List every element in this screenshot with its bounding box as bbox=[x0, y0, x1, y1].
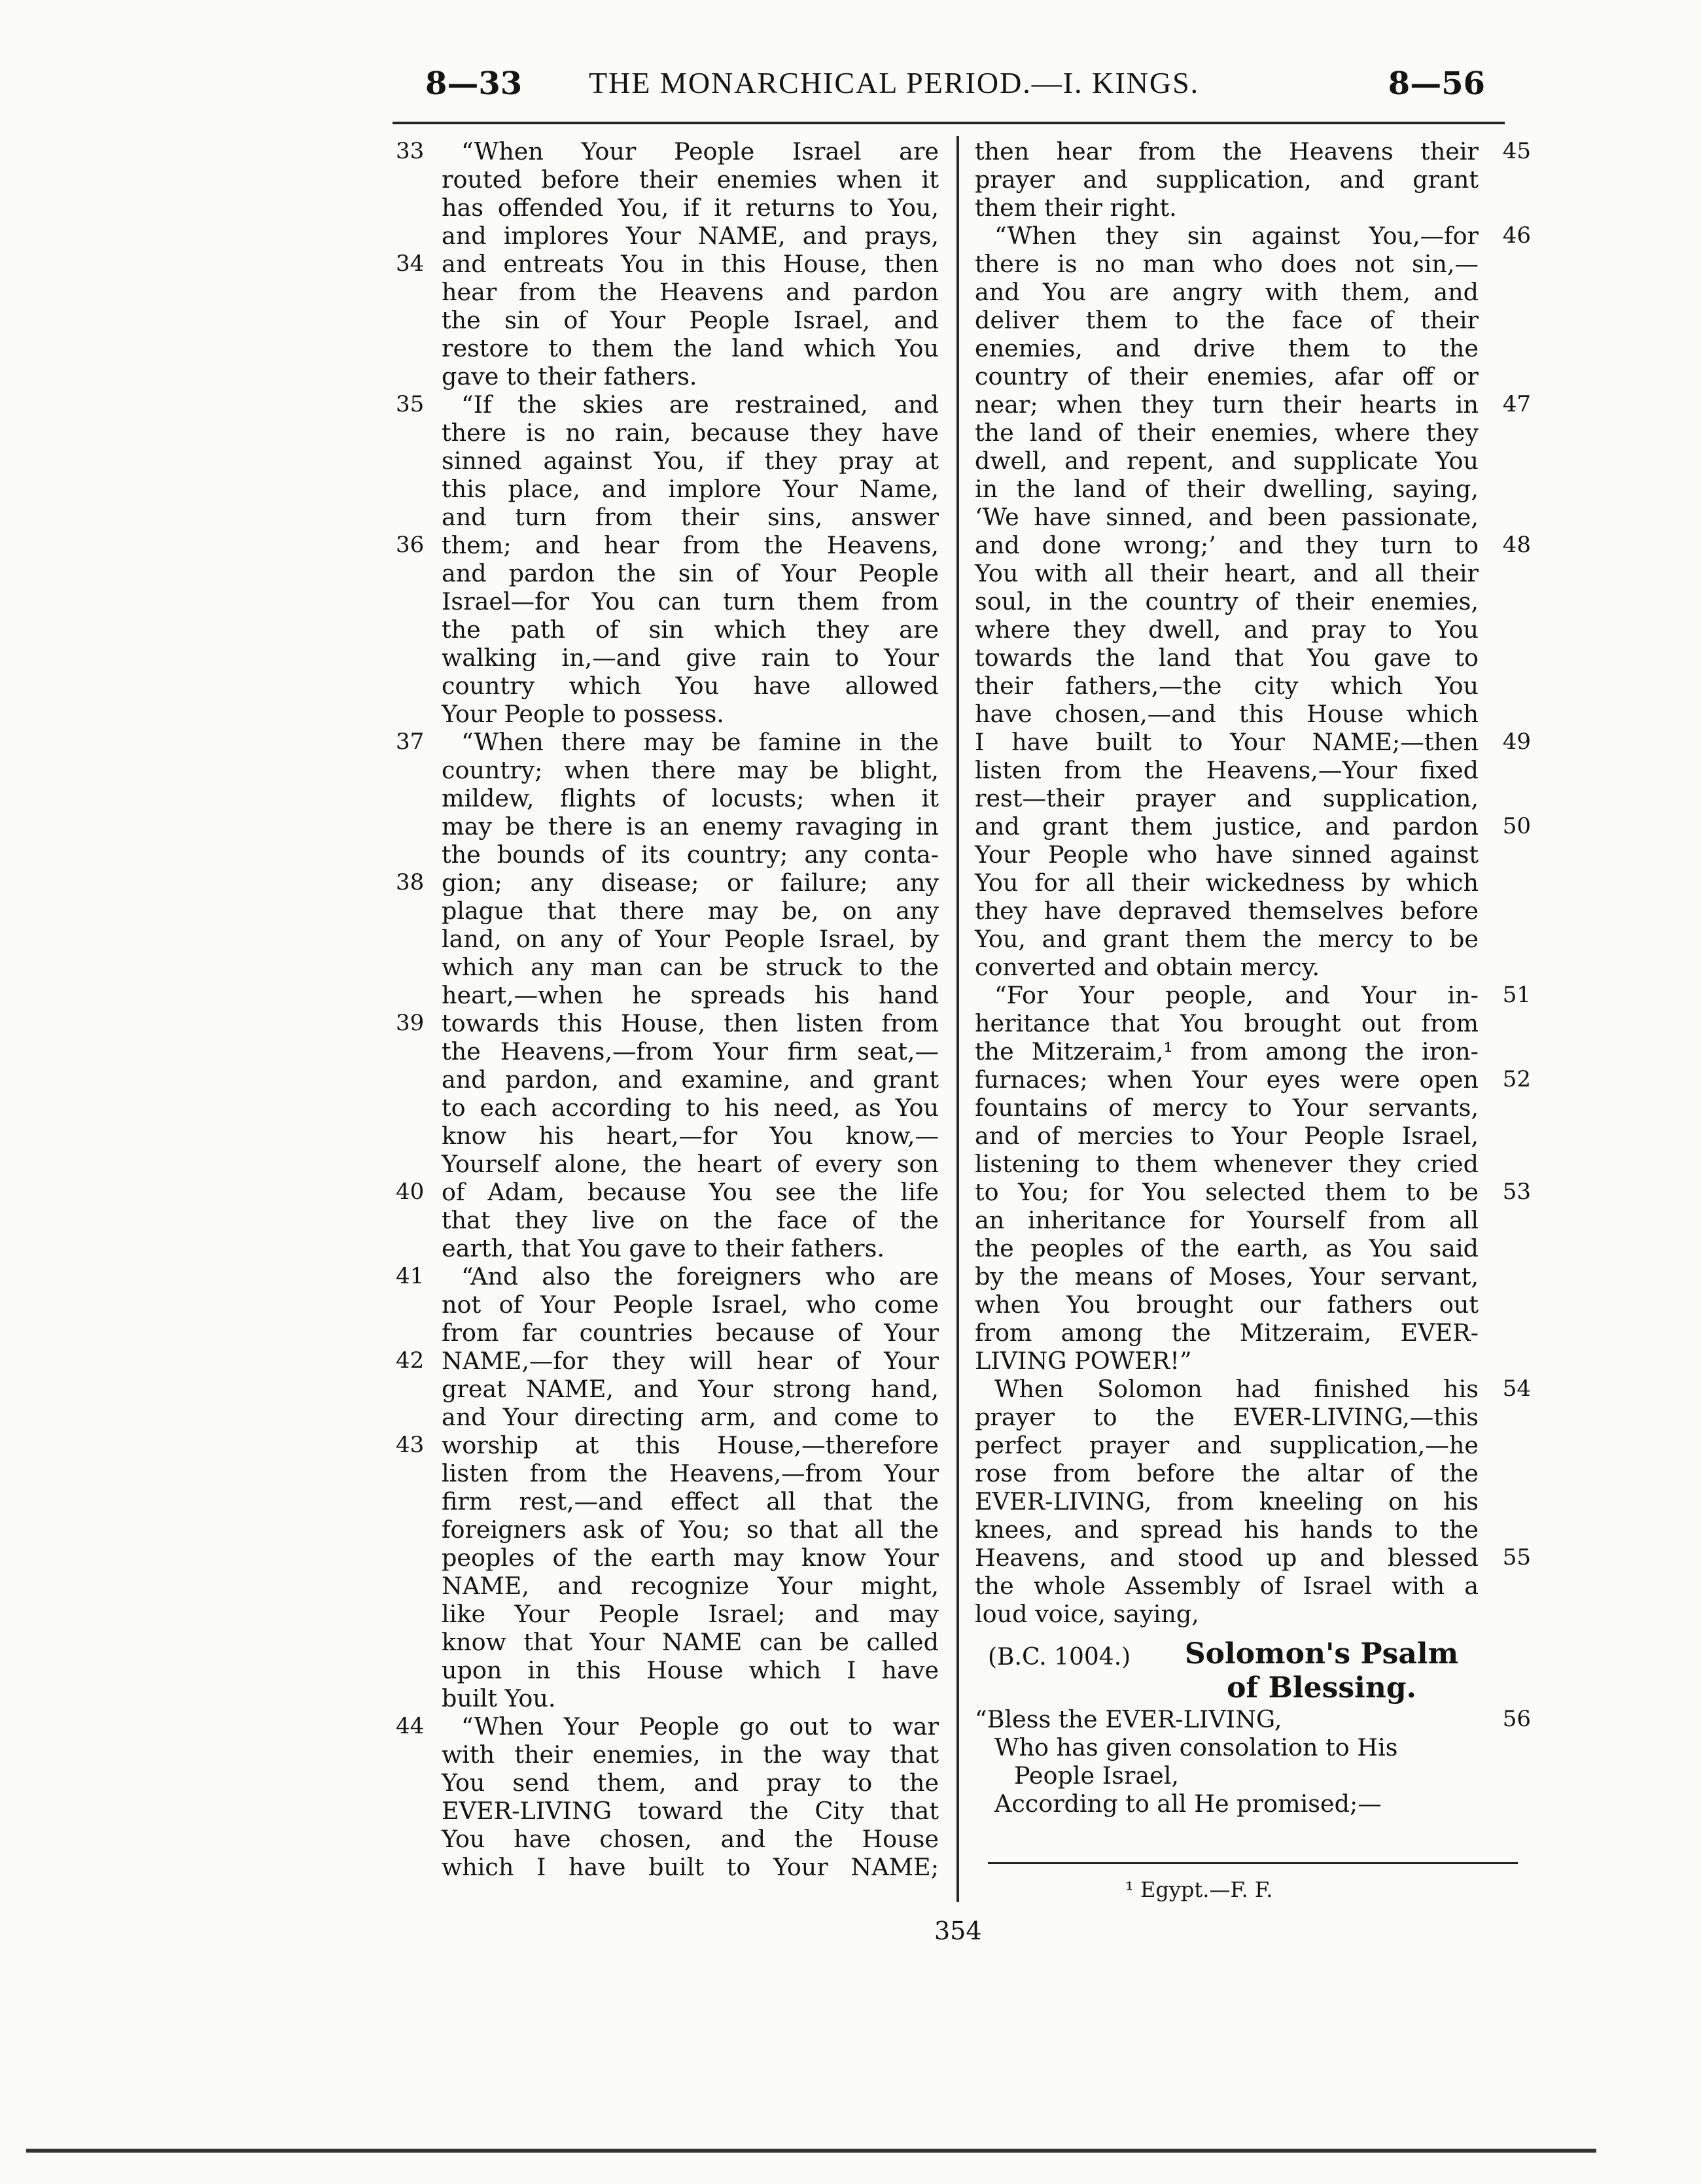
verse-number: 34 bbox=[396, 251, 425, 277]
text-line bbox=[975, 165, 1479, 194]
poem-line bbox=[975, 1705, 1531, 1733]
text-line bbox=[442, 1825, 939, 1853]
line-text: You for all their wickedness by which bbox=[975, 869, 1479, 897]
line-text: and You are angry with them, and bbox=[975, 278, 1479, 306]
text-line bbox=[975, 1122, 1479, 1150]
line-text: with their enemies, in the way that bbox=[442, 1741, 939, 1769]
line-text: You send them, and pray to the bbox=[442, 1769, 939, 1797]
header-verse-range-start: 8—33 bbox=[425, 65, 523, 102]
text-line bbox=[442, 1234, 939, 1262]
text-line bbox=[975, 419, 1479, 447]
line-text: the whole Assembly of Israel with a bbox=[975, 1572, 1479, 1600]
line-text: You have chosen, and the House bbox=[442, 1825, 939, 1853]
text-line bbox=[975, 1037, 1479, 1066]
text-line bbox=[442, 194, 939, 222]
text-line bbox=[442, 1544, 939, 1572]
line-text: the Mitzeraim,¹ from among the iron- bbox=[975, 1037, 1479, 1066]
line-text: plague that there may be, on any bbox=[442, 897, 939, 925]
line-text: perfect prayer and supplication,—he bbox=[975, 1431, 1479, 1459]
page-number: 354 bbox=[934, 1916, 982, 1945]
text-line bbox=[396, 728, 939, 756]
verse-number: 49 bbox=[1502, 729, 1531, 755]
verse-number: 50 bbox=[1502, 813, 1531, 839]
text-line bbox=[975, 1572, 1479, 1600]
line-text: firm rest,—and effect all that the bbox=[442, 1487, 939, 1516]
text-line bbox=[975, 841, 1479, 869]
line-text: NAME,—for they will hear of Your bbox=[442, 1347, 939, 1375]
line-text: According to all He promised;— bbox=[994, 1790, 1382, 1818]
line-text: them their right. bbox=[975, 194, 1177, 222]
line-text: country; when there may be blight, bbox=[442, 756, 939, 784]
text-line bbox=[442, 362, 939, 390]
line-text: by the means of Moses, Your servant, bbox=[975, 1262, 1479, 1291]
text-line bbox=[442, 1066, 939, 1094]
line-text: there is no man who does not sin,— bbox=[975, 250, 1479, 278]
text-line bbox=[975, 1262, 1479, 1291]
line-text: not of Your People Israel, who come bbox=[442, 1291, 939, 1319]
line-text: sinned against You, if they pray at bbox=[442, 447, 939, 475]
line-text: to each according to his need, as You bbox=[442, 1094, 939, 1122]
text-line bbox=[442, 1656, 939, 1684]
text-line bbox=[442, 1797, 939, 1825]
line-text: I have built to Your NAME;—then bbox=[975, 728, 1479, 756]
line-text: have chosen,—and this House which bbox=[975, 700, 1479, 728]
line-text: Your People to possess. bbox=[442, 700, 724, 728]
line-text: and pardon, and examine, and grant bbox=[442, 1066, 939, 1094]
text-line bbox=[975, 644, 1479, 672]
text-line bbox=[396, 1347, 939, 1375]
text-line bbox=[442, 812, 939, 841]
text-line bbox=[442, 1487, 939, 1516]
text-line bbox=[442, 278, 939, 306]
left-column bbox=[396, 137, 939, 1881]
line-text: towards the land that You gave to bbox=[975, 644, 1479, 672]
line-text: listening to them whenever they cried bbox=[975, 1150, 1479, 1178]
verse-number: 52 bbox=[1502, 1066, 1531, 1092]
text-line bbox=[442, 559, 939, 587]
text-line bbox=[975, 1544, 1531, 1572]
line-text: rest—their prayer and supplication, bbox=[975, 784, 1479, 812]
text-line bbox=[396, 1009, 939, 1037]
line-text: the path of sin which they are bbox=[442, 615, 939, 644]
header-rule bbox=[393, 122, 1505, 124]
line-text: when You brought our fathers out bbox=[975, 1291, 1479, 1319]
text-line bbox=[975, 1431, 1479, 1459]
text-line bbox=[396, 250, 939, 278]
verse-number: 53 bbox=[1502, 1179, 1531, 1205]
line-text: “For Your people, and Your in- bbox=[994, 981, 1479, 1009]
line-text: gave to their fathers. bbox=[442, 362, 697, 390]
line-text: Who has given consolation to His bbox=[994, 1733, 1398, 1761]
line-text: from far countries because of Your bbox=[442, 1319, 939, 1347]
line-text: from among the Mitzeraim, EVER- bbox=[975, 1319, 1479, 1347]
line-text: there is no rain, because they have bbox=[442, 419, 939, 447]
text-line bbox=[975, 559, 1479, 587]
text-line bbox=[975, 334, 1479, 362]
psalm-heading bbox=[975, 1635, 1479, 1705]
text-line bbox=[396, 1712, 939, 1741]
text-line bbox=[442, 1094, 939, 1122]
text-line bbox=[975, 503, 1479, 531]
line-text: then hear from the Heavens their bbox=[975, 137, 1479, 165]
text-line bbox=[975, 784, 1479, 812]
text-line bbox=[975, 1009, 1479, 1037]
text-line bbox=[442, 953, 939, 981]
text-line bbox=[975, 1600, 1479, 1628]
line-text: built You. bbox=[442, 1684, 556, 1712]
text-line bbox=[442, 981, 939, 1009]
text-line bbox=[975, 194, 1479, 222]
line-text: the bounds of its country; any conta- bbox=[442, 841, 939, 869]
line-text: You, and grant them the mercy to be bbox=[975, 925, 1479, 953]
line-text: enemies, and drive them to the bbox=[975, 334, 1479, 362]
text-line bbox=[975, 672, 1479, 700]
psalm-verse bbox=[975, 1705, 1531, 1818]
line-text: heart,—when he spreads his hand bbox=[442, 981, 939, 1009]
line-text: and Your directing arm, and come to bbox=[442, 1403, 939, 1431]
line-text: country of their enemies, afar off or bbox=[975, 362, 1479, 390]
header-verse-range-end: 8—56 bbox=[1388, 65, 1485, 102]
line-text: “When Your People go out to war bbox=[461, 1712, 939, 1741]
line-text: walking in,—and give rain to Your bbox=[442, 644, 939, 672]
text-line bbox=[975, 1234, 1479, 1262]
text-line bbox=[396, 869, 939, 897]
text-line bbox=[975, 475, 1479, 503]
verse-number: 55 bbox=[1502, 1544, 1531, 1570]
text-line bbox=[975, 728, 1531, 756]
text-line bbox=[975, 700, 1479, 728]
text-line bbox=[396, 390, 939, 419]
text-line bbox=[442, 700, 939, 728]
line-text: soul, in the country of their enemies, bbox=[975, 587, 1479, 615]
line-text: like Your People Israel; and may bbox=[442, 1600, 939, 1628]
line-text: great NAME, and Your strong hand, bbox=[442, 1375, 939, 1403]
text-line bbox=[975, 869, 1479, 897]
verse-number: 46 bbox=[1502, 222, 1531, 249]
line-text: country which You have allowed bbox=[442, 672, 939, 700]
line-text: mildew, flights of locusts; when it bbox=[442, 784, 939, 812]
line-text: dwell, and repent, and supplicate You bbox=[975, 447, 1479, 475]
text-line bbox=[975, 1206, 1479, 1234]
text-line bbox=[442, 1741, 939, 1769]
text-line bbox=[975, 1066, 1531, 1094]
line-text: People Israel, bbox=[1014, 1761, 1179, 1790]
text-line bbox=[442, 1122, 939, 1150]
text-line bbox=[975, 1516, 1479, 1544]
text-line bbox=[975, 897, 1479, 925]
line-text: fountains of mercy to Your servants, bbox=[975, 1094, 1479, 1122]
line-text: deliver them to the face of their bbox=[975, 306, 1479, 334]
line-text: Heavens, and stood up and blessed bbox=[975, 1544, 1479, 1572]
line-text: gion; any disease; or failure; any bbox=[442, 869, 939, 897]
line-text: the land of their enemies, where they bbox=[975, 419, 1479, 447]
line-text: EVER-LIVING, from kneeling on his bbox=[975, 1487, 1479, 1516]
line-text: prayer and supplication, and grant bbox=[975, 165, 1479, 194]
text-line bbox=[975, 587, 1479, 615]
text-line bbox=[975, 1178, 1531, 1206]
verse-number: 38 bbox=[396, 869, 425, 895]
text-line bbox=[975, 756, 1479, 784]
line-text: where they dwell, and pray to You bbox=[975, 615, 1479, 644]
text-line bbox=[442, 1375, 939, 1403]
text-line bbox=[442, 1037, 939, 1066]
verse-number: 37 bbox=[396, 729, 425, 755]
line-text: hear from the Heavens and pardon bbox=[442, 278, 939, 306]
text-line bbox=[442, 222, 939, 250]
line-text: “When there may be famine in the bbox=[461, 728, 939, 756]
line-text: knees, and spread his hands to the bbox=[975, 1516, 1479, 1544]
line-text: upon in this House which I have bbox=[442, 1656, 939, 1684]
text-line bbox=[975, 953, 1479, 981]
verse-number: 47 bbox=[1502, 391, 1531, 417]
text-line bbox=[975, 1291, 1479, 1319]
line-text: their fathers,—the city which You bbox=[975, 672, 1479, 700]
line-text: “If the skies are restrained, and bbox=[461, 390, 939, 419]
footnote-rule bbox=[988, 1862, 1518, 1864]
line-text: “When Your People Israel are bbox=[461, 137, 939, 165]
right-column-text bbox=[975, 137, 1531, 1628]
text-line bbox=[975, 362, 1479, 390]
text-line bbox=[396, 1178, 939, 1206]
line-text: know his heart,—for You know,— bbox=[442, 1122, 939, 1150]
line-text: worship at this House,—therefore bbox=[442, 1431, 939, 1459]
line-text: and of mercies to Your People Israel, bbox=[975, 1122, 1479, 1150]
line-text: and implores Your NAME, and prays, bbox=[442, 222, 939, 250]
text-line bbox=[975, 390, 1531, 419]
line-text: Yourself alone, the heart of every son bbox=[442, 1150, 939, 1178]
text-line bbox=[442, 475, 939, 503]
text-line bbox=[975, 1150, 1479, 1178]
text-line bbox=[975, 531, 1531, 559]
text-line bbox=[975, 1403, 1479, 1431]
line-text: the sin of Your People Israel, and bbox=[442, 306, 939, 334]
text-line bbox=[975, 925, 1479, 953]
line-text: and turn from their sins, answer bbox=[442, 503, 939, 531]
line-text: them; and hear from the Heavens, bbox=[442, 531, 939, 559]
text-line bbox=[975, 250, 1479, 278]
line-text: converted and obtain mercy. bbox=[975, 953, 1320, 981]
line-text: loud voice, saying, bbox=[975, 1600, 1199, 1628]
text-line bbox=[975, 1347, 1479, 1375]
line-text: that they live on the face of the bbox=[442, 1206, 939, 1234]
line-text: When Solomon had finished his bbox=[994, 1375, 1479, 1403]
verse-number: 35 bbox=[396, 391, 425, 417]
footnote: ¹ Egypt.—F. F. bbox=[1125, 1877, 1273, 1902]
line-text: EVER-LIVING toward the City that bbox=[442, 1797, 939, 1825]
line-text: furnaces; when Your eyes were open bbox=[975, 1066, 1479, 1094]
line-text: and entreats You in this House, then bbox=[442, 250, 939, 278]
text-line bbox=[442, 1319, 939, 1347]
line-text: NAME, and recognize Your might, bbox=[442, 1572, 939, 1600]
line-text: LIVING POWER!” bbox=[975, 1347, 1192, 1375]
text-line bbox=[442, 1769, 939, 1797]
line-text: they have depraved themselves before bbox=[975, 897, 1479, 925]
line-text: in the land of their dwelling, saying, bbox=[975, 475, 1479, 503]
line-text: the Heavens,—from Your firm seat,— bbox=[442, 1037, 939, 1066]
line-text: routed before their enemies when it bbox=[442, 165, 939, 194]
text-line bbox=[442, 1403, 939, 1431]
line-text: and grant them justice, and pardon bbox=[975, 812, 1479, 841]
text-line bbox=[975, 222, 1531, 250]
text-line bbox=[442, 644, 939, 672]
verse-number: 41 bbox=[396, 1263, 425, 1289]
text-line bbox=[975, 1375, 1531, 1403]
text-line bbox=[442, 447, 939, 475]
text-line bbox=[975, 1319, 1479, 1347]
text-line bbox=[975, 278, 1479, 306]
line-text: may be there is an enemy ravaging in bbox=[442, 812, 939, 841]
verse-number: 36 bbox=[396, 532, 425, 558]
text-line bbox=[975, 306, 1479, 334]
line-text: to You; for You selected them to be bbox=[975, 1178, 1479, 1206]
poem-line bbox=[975, 1790, 1479, 1818]
text-line bbox=[442, 1150, 939, 1178]
verse-number: 33 bbox=[396, 138, 425, 164]
text-line bbox=[975, 137, 1531, 165]
text-line bbox=[396, 531, 939, 559]
text-line bbox=[442, 1459, 939, 1487]
line-text: peoples of the earth may know Your bbox=[442, 1544, 939, 1572]
header-title: THE MONARCHICAL PERIOD.—I. KINGS. bbox=[589, 66, 1200, 99]
line-text: and pardon the sin of Your People bbox=[442, 559, 939, 587]
text-line bbox=[442, 1600, 939, 1628]
text-line bbox=[442, 1628, 939, 1656]
right-column bbox=[975, 137, 1531, 1818]
text-line bbox=[975, 1487, 1479, 1516]
text-line bbox=[442, 672, 939, 700]
text-line bbox=[442, 306, 939, 334]
line-text: land, on any of Your People Israel, by bbox=[442, 925, 939, 953]
line-text: foreigners ask of You; so that all the bbox=[442, 1516, 939, 1544]
line-text: heritance that You brought out from bbox=[975, 1009, 1479, 1037]
text-line bbox=[442, 784, 939, 812]
verse-number: 48 bbox=[1502, 532, 1531, 558]
line-text: which I have built to Your NAME; bbox=[442, 1853, 939, 1881]
verse-number: 54 bbox=[1502, 1376, 1531, 1402]
line-text: “When they sin against You,—for bbox=[994, 222, 1479, 250]
scan-edge-line bbox=[26, 2149, 1596, 2153]
verse-number: 44 bbox=[396, 1713, 425, 1739]
text-line bbox=[442, 756, 939, 784]
running-header bbox=[425, 65, 1485, 118]
text-line bbox=[975, 615, 1479, 644]
psalm-date: (B.C. 1004.) bbox=[988, 1644, 1131, 1671]
line-text: restore to them the land which You bbox=[442, 334, 939, 362]
text-line bbox=[975, 1094, 1479, 1122]
text-line bbox=[396, 137, 939, 165]
text-line bbox=[975, 447, 1479, 475]
line-text: has offended You, if it returns to You, bbox=[442, 194, 939, 222]
line-text: near; when they turn their hearts in bbox=[975, 390, 1479, 419]
text-line bbox=[442, 334, 939, 362]
column-divider bbox=[956, 136, 959, 1902]
text-line bbox=[442, 1572, 939, 1600]
text-line bbox=[975, 1459, 1479, 1487]
line-text: “Bless the EVER-LIVING, bbox=[975, 1705, 1282, 1733]
line-text: ‘We have sinned, and been passionate, bbox=[975, 503, 1479, 531]
text-line bbox=[442, 1684, 939, 1712]
line-text: listen from the Heavens,—from Your bbox=[442, 1459, 939, 1487]
verse-number: 45 bbox=[1502, 138, 1531, 164]
text-line bbox=[442, 1291, 939, 1319]
verse-number: 42 bbox=[396, 1347, 425, 1374]
line-text: earth, that You gave to their fathers. bbox=[442, 1234, 885, 1262]
poem-line bbox=[975, 1733, 1479, 1761]
verse-number: 39 bbox=[396, 1010, 425, 1036]
verse-number: 43 bbox=[396, 1432, 425, 1458]
verse-number: 40 bbox=[396, 1179, 425, 1205]
text-line bbox=[442, 1516, 939, 1544]
text-line bbox=[442, 587, 939, 615]
text-line bbox=[442, 165, 939, 194]
line-text: this place, and implore Your Name, bbox=[442, 475, 939, 503]
text-line bbox=[442, 841, 939, 869]
verse-number: 51 bbox=[1502, 982, 1531, 1008]
line-text: and done wrong;’ and they turn to bbox=[975, 531, 1479, 559]
line-text: listen from the Heavens,—Your fixed bbox=[975, 756, 1479, 784]
line-text: Israel—for You can turn them from bbox=[442, 587, 939, 615]
line-text: the peoples of the earth, as You said bbox=[975, 1234, 1479, 1262]
text-line bbox=[442, 503, 939, 531]
text-line bbox=[396, 1431, 939, 1459]
line-text: towards this House, then listen from bbox=[442, 1009, 939, 1037]
line-text: “And also the foreigners who are bbox=[461, 1262, 939, 1291]
line-text: which any man can be struck to the bbox=[442, 953, 939, 981]
line-text: Your People who have sinned against bbox=[975, 841, 1479, 869]
text-line bbox=[442, 1206, 939, 1234]
text-line bbox=[975, 981, 1531, 1009]
line-text: of Adam, because You see the life bbox=[442, 1178, 939, 1206]
psalm-title: Solomon's Psalm of Blessing. bbox=[1184, 1637, 1459, 1705]
line-text: know that Your NAME can be called bbox=[442, 1628, 939, 1656]
text-line bbox=[396, 1262, 939, 1291]
text-line bbox=[442, 615, 939, 644]
text-line bbox=[442, 1853, 939, 1881]
text-line bbox=[442, 897, 939, 925]
line-text: You with all their heart, and all their bbox=[975, 559, 1479, 587]
poem-line bbox=[975, 1761, 1479, 1790]
verse-number: 56 bbox=[1502, 1706, 1531, 1732]
text-line bbox=[442, 925, 939, 953]
line-text: rose from before the altar of the bbox=[975, 1459, 1479, 1487]
line-text: an inheritance for Yourself from all bbox=[975, 1206, 1479, 1234]
text-line bbox=[975, 812, 1531, 841]
line-text: prayer to the EVER-LIVING,—this bbox=[975, 1403, 1479, 1431]
text-line bbox=[442, 419, 939, 447]
